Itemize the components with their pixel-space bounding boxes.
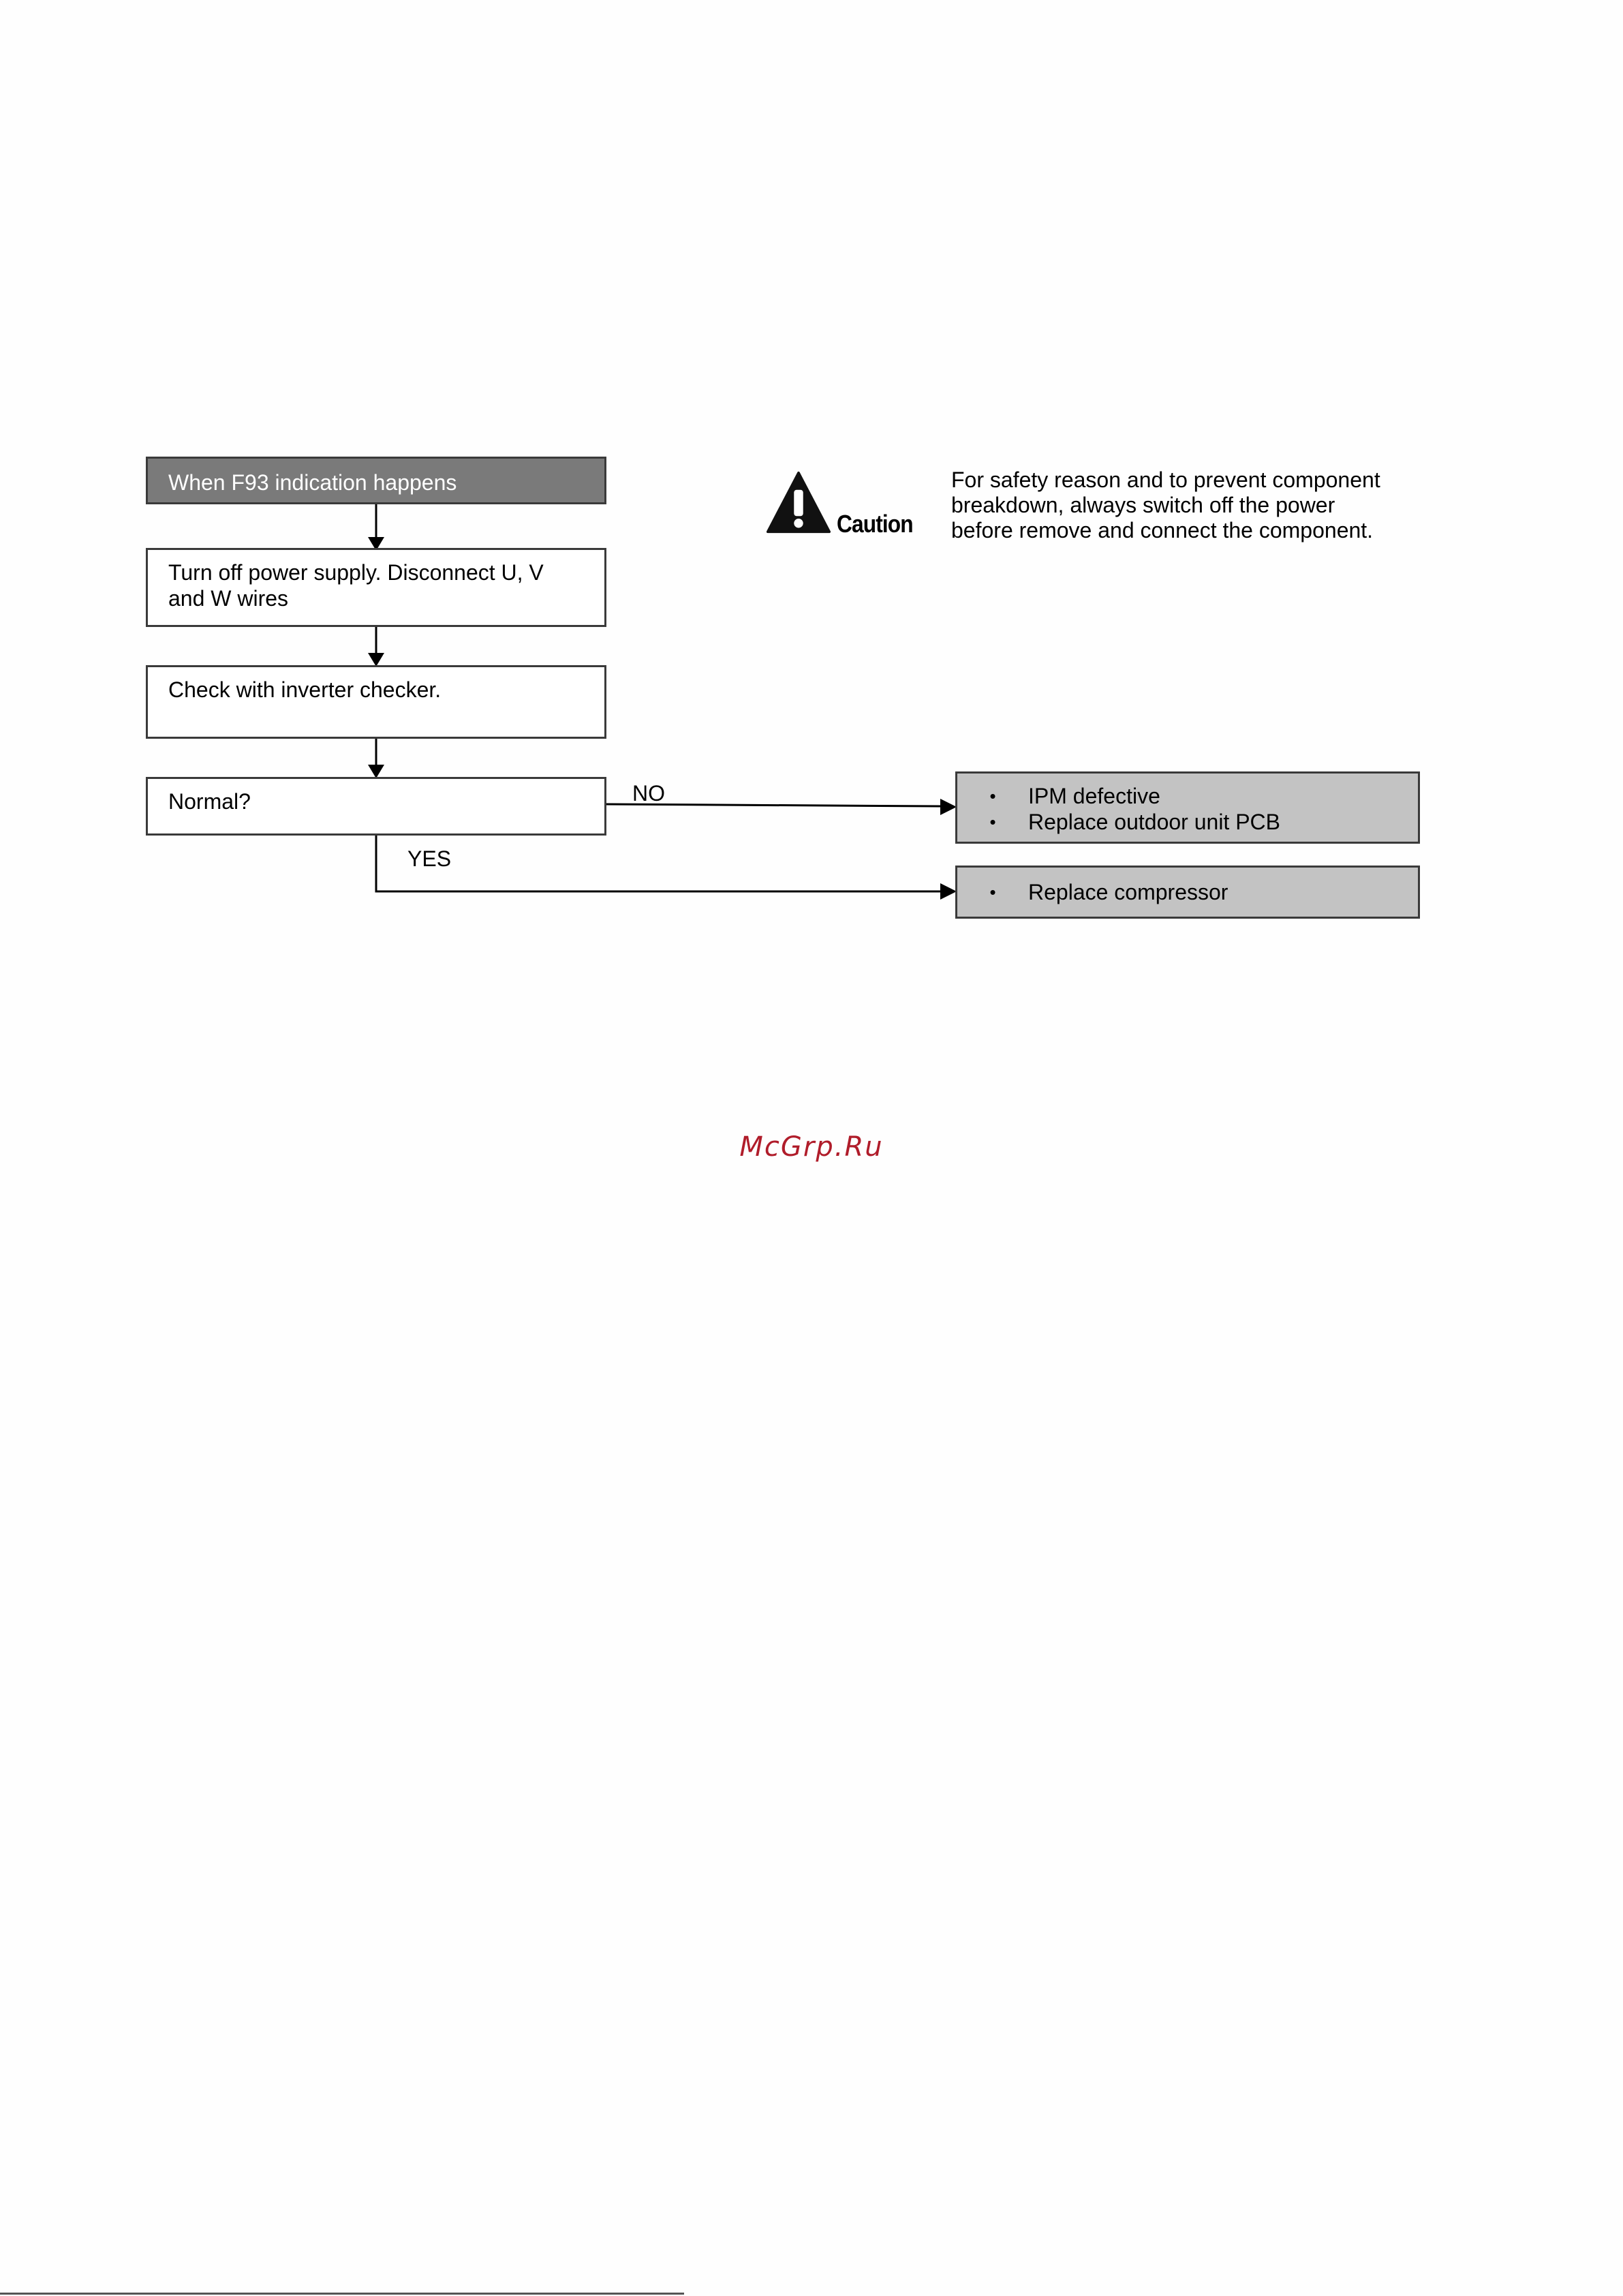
caution-line-3: before remove and connect the component. [951,518,1374,542]
arrowhead-step2 [368,653,384,667]
decision-box [146,777,606,836]
arrowhead-no [940,799,957,815]
no-result-item-2 [957,809,1418,835]
arrowhead-yes [940,883,957,900]
arrow-yes-branch [376,834,940,891]
warning-triangle-icon [766,470,831,536]
caution-line-1: For safety reason and to prevent component [951,468,1380,492]
yes-result-box [955,866,1420,919]
step-disconnect-line-1: Turn off power supply. Disconnect U, V [168,560,544,585]
step-disconnect-box [146,548,606,627]
start-box [146,457,606,504]
step-check-box [146,665,606,739]
caution-label: Caution [837,510,913,538]
caution-text [951,468,1442,543]
result-text: IPM defective [1028,784,1160,808]
no-result-box [955,771,1420,844]
caution-line-2: breakdown, always switch off the power [951,493,1335,517]
start-text: When F93 indication happens [168,470,457,495]
bullet: • [989,882,996,902]
step-check-text: Check with inverter checker. [168,677,442,702]
step-disconnect-line-2: and W wires [168,586,289,611]
bullet: • [989,786,996,806]
no-result-item-1 [957,783,1418,809]
bullet: • [989,812,996,832]
yes-result-item-1 [957,879,1418,905]
result-text: Replace outdoor unit PCB [1028,810,1280,834]
result-text: Replace compressor [1028,880,1228,904]
yes-label: YES [407,846,452,871]
decision-text: Normal? [168,789,251,814]
arrowhead-decision [368,765,384,778]
footer-divider [0,2293,684,2295]
no-label: NO [632,781,665,806]
watermark-link[interactable]: McGrp.Ru [739,1131,884,1163]
